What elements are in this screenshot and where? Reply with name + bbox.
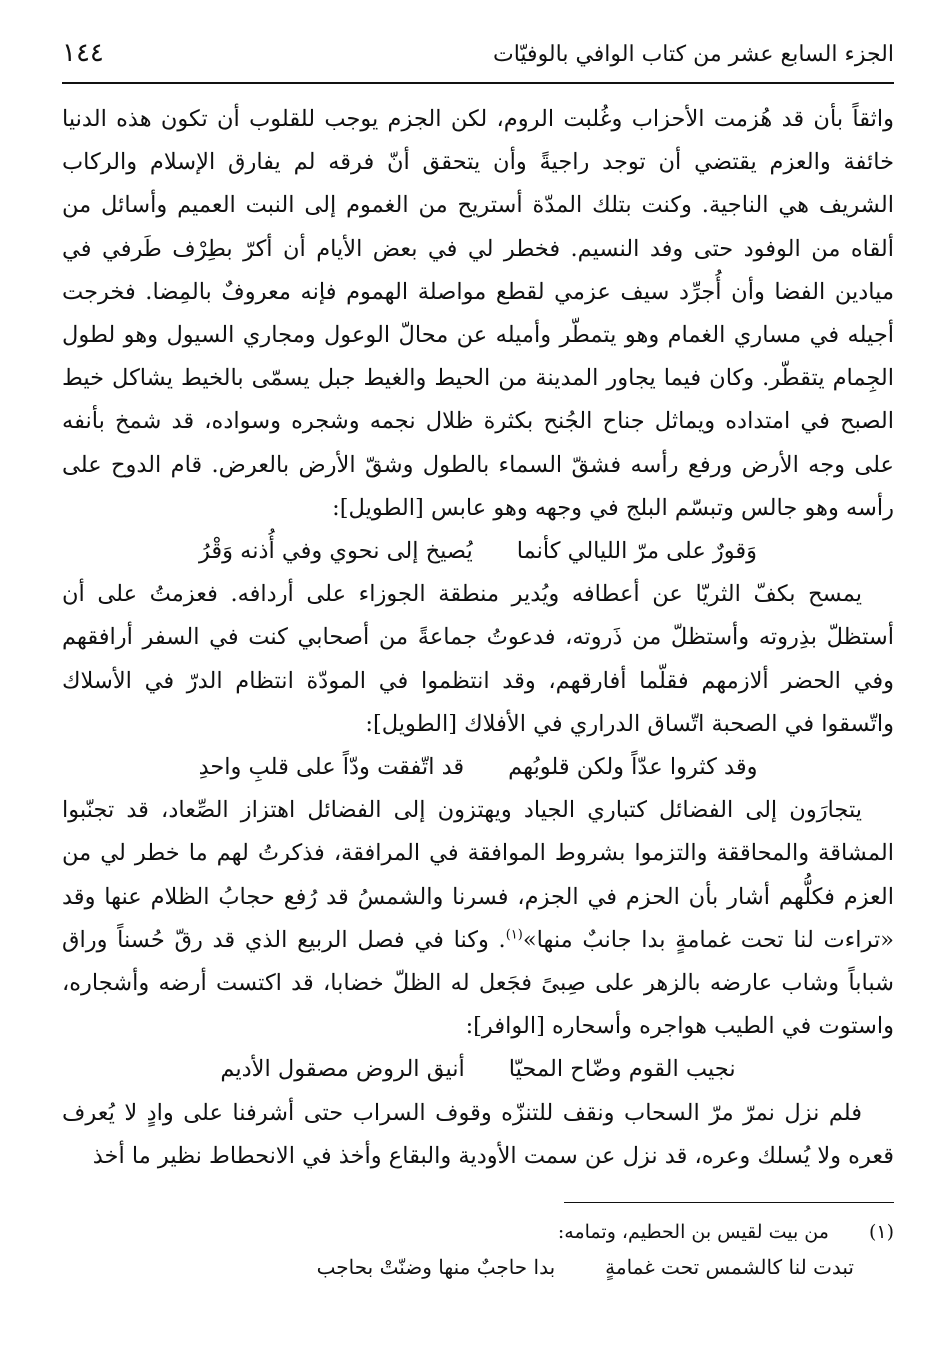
verse-second-hemistich: قد اتّفقت ودّاً على قلبِ واحدِ <box>198 754 465 781</box>
footnote-reference[interactable]: (١) <box>505 927 523 943</box>
verse-first-hemistich: وقد كثروا عدّاً ولكن قلوبُهم <box>508 754 758 781</box>
footnotes <box>62 1215 894 1285</box>
paragraph: فلم نزل نمرّ مرّ السحاب ونقف للتنزّه وقوف السراب حتى أشرفنا على وادٍ لا يُعرف قعره ولا يُسلك وعره، قد نزل عن سمت الأودية والبقاع وأخذ في الانحطاط نظير ما أخذ <box>62 1099 894 1169</box>
paragraph: واثقاً بأن قد هُزمت الأحزاب وغُلبت الروم، لكن الجزم يوجب للقلوب أن تكون هذه الدنيا خائفة والعزم يقتضي أن توجد راجيةً وأن يتحقق أنّ فرقه لم يفارق الإسلام والركاب الشريف هي الناجية. وكنت بتلك المدّة أستريح من الغموم إلى النبت العميم وأسائل من ألقاه من الوفود حتى وفد النسيم. فخطر لي في بعض الأيام أن أكرّ بطِرْف طَرفي في ميادين الفضا وأن أُجرِّد سيف عزمي لقطع مواصلة الهموم فإنه معروفٌ بالمِضا. فخرجت أجيله في مساري الغمام وهو يتمطّر وأميله عن محالّ الوعول ومجاري السيول وهو لطول الجِمام يتقطّر. وكان فيما يجاور المدينة من الحيط والغيط جبل يسمّى بالخيط يشاكل خيط الصبح في امتداده ويماثل جناح الجُنح بكثرة ظلال نجمه وشجره وسواده، قد شمخ بأنفه على وجه الأرض ورفع رأسه فشقّ السماء بالطول وشقّ الأرض بالعرض. قام الدوح على رأسه وهو جالس وتبسّم البلج في وجهه وهو عابس [الطويل]: <box>62 106 894 521</box>
footnote-text: من بيت لقيس بن الحطيم، وتمامه: <box>557 1221 829 1244</box>
running-title: الجزء السابع عشر من كتاب الوافي بالوفيّات <box>493 42 894 67</box>
page-header <box>62 38 894 84</box>
verse-second-hemistich: أنيق الروض مصقول الأديم <box>220 1056 465 1083</box>
verse-line <box>62 746 894 789</box>
verse-line <box>62 530 894 573</box>
page-number: ١٤٤ <box>62 38 104 68</box>
footnote-separator <box>564 1202 894 1203</box>
paragraph-text: يتجارَون إلى الفضائل كتباري الجياد ويهتزون إلى الفضائل اهتزاز الصِّعاد، قد تجنّبوا المشاقة والمحاققة والتزموا بشروط الموافقة في المرافقة، فذكرتُ لهم ما خطر لي من العزم فكلُّهم أشار بأن الحزم في الجزم، فسرنا والشمسُ قد رُفع حجابُ الظلام عنها وقد «تراءت لنا تحت غمامةٍ بدا جانبٌ منها» <box>62 797 894 953</box>
verse-first-hemistich: وَقورٌ على مرّ الليالي كأنما <box>516 538 758 565</box>
book-page <box>62 38 894 1285</box>
footnote-verse <box>62 1249 894 1285</box>
paragraph: يمسح بكفّ الثريّا عن أعطافه ويُدير منطقة الجوزاء على أردافه. فعزمتُ على أن أستظلّ بذِروته وأستظلّ من ذَروته، فدعوتُ جماعةً من أصحابي كنت في السفر أرافقهم وفي الحضر ألازمهم فقلّما أفارقهم، وقد انتظموا في المودّة انتظام الدرّ في الأسلاك واتّسقوا في الصحبة اتّساق الدراري في الأفلاك [الطويل]: <box>62 581 894 737</box>
main-text <box>62 98 894 1178</box>
verse-first-hemistich: تبدت لنا كالشمس تحت غمامةٍ <box>605 1255 854 1280</box>
verse-second-hemistich: يُصيخ إلى نحوي وفي أُذنه وَقْرُ <box>198 538 473 565</box>
footnote <box>62 1215 894 1249</box>
verse-line <box>62 1048 894 1091</box>
footnote-number: (١) <box>868 1221 894 1244</box>
paragraph-text: . وكنا في فصل الربيع الذي قد رقّ حُسناً وراق شباباً وشاب عارضه بالزهر على صِبىً فجَعل له الظلّ خضابا، قد اكتست أرضه وأشجاره، واستوت في الطيب هواجره وأسحاره [الوافر]: <box>62 926 894 1040</box>
verse-second-hemistich: بدا حاجبٌ منها وضنّتْ بحاجب <box>316 1255 556 1280</box>
verse-first-hemistich: نجيب القوم وضّاح المحيّا <box>508 1056 736 1083</box>
paragraph <box>62 789 894 1048</box>
